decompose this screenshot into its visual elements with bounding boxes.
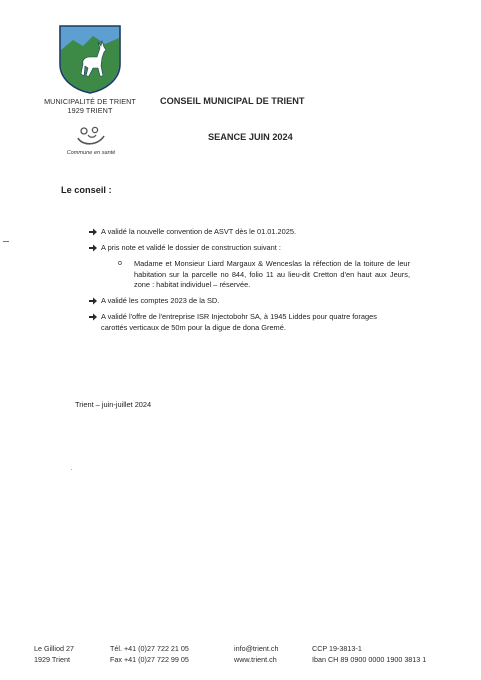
- website-link[interactable]: www.trient.ch: [234, 655, 277, 664]
- footer-bank: [312, 643, 426, 665]
- ccp-number: CCP 19-3813-1: [312, 644, 362, 653]
- municipality-postcode: 1929 TRIENT: [67, 106, 113, 115]
- margin-mark: [3, 241, 9, 242]
- partner-label: Commune en santé: [66, 150, 116, 156]
- list-item-text: A validé la nouvelle convention de ASVT dès le 01.01.2025.: [101, 227, 297, 236]
- sub-list-item-text: Madame et Monsieur Liard Margaux & Wenceslas la réfection de la toiture de leur habitation sur la parcelle no 844, folio 11 au lieu-dit Cretton d'en haut aux Jeurs, zone : habitat individuel – réservée.: [134, 259, 410, 290]
- page-title: CONSEIL MUNICIPAL DE TRIENT: [160, 96, 305, 106]
- chamois-crest-icon: [57, 24, 123, 94]
- circle-bullet-icon: o: [118, 260, 122, 267]
- fax-number: Fax +41 (0)27 722 99 05: [110, 655, 189, 664]
- list-item-text: A validé l'offre de l'entreprise ISR Injectobohr SA, à 1945 Liddes pour quatre forages carottés verticaux de 50m pour la digue de dona Gremé.: [101, 312, 377, 332]
- footer-address: [34, 643, 74, 665]
- list-item: [89, 227, 399, 238]
- list-item-text: A validé les comptes 2023 de la SD.: [101, 296, 220, 305]
- municipality-name: MUNICIPALITÉ DE TRIENT: [44, 97, 136, 106]
- email-link[interactable]: info@trient.ch: [234, 644, 279, 653]
- list-item-text: A pris note et validé le dossier de construction suivant :: [101, 243, 281, 252]
- footer-contact: [234, 643, 278, 665]
- iban-number: Iban CH 89 0900 0000 1900 3813 1: [312, 655, 427, 664]
- intro-heading: Le conseil :: [61, 185, 112, 195]
- arrow-bullet-icon: [89, 244, 97, 252]
- footer-phones: [110, 643, 189, 665]
- session-title: SEANCE JUIN 2024: [208, 132, 293, 142]
- list-item: [89, 312, 399, 333]
- scan-dot: [71, 469, 72, 470]
- place-date: Trient – juin-juillet 2024: [75, 400, 152, 409]
- sub-list-item: [118, 259, 410, 291]
- arrow-bullet-icon: [89, 313, 97, 321]
- arrow-bullet-icon: [89, 297, 97, 305]
- address-line: Le Gilliod 27: [34, 644, 74, 653]
- commune-en-sante-logo-icon: [74, 126, 108, 148]
- address-line: 1929 Trient: [34, 655, 70, 664]
- phone-number: Tél. +41 (0)27 722 21 05: [110, 644, 189, 653]
- arrow-bullet-icon: [89, 228, 97, 236]
- list-item: [89, 296, 399, 307]
- list-item: [89, 243, 399, 254]
